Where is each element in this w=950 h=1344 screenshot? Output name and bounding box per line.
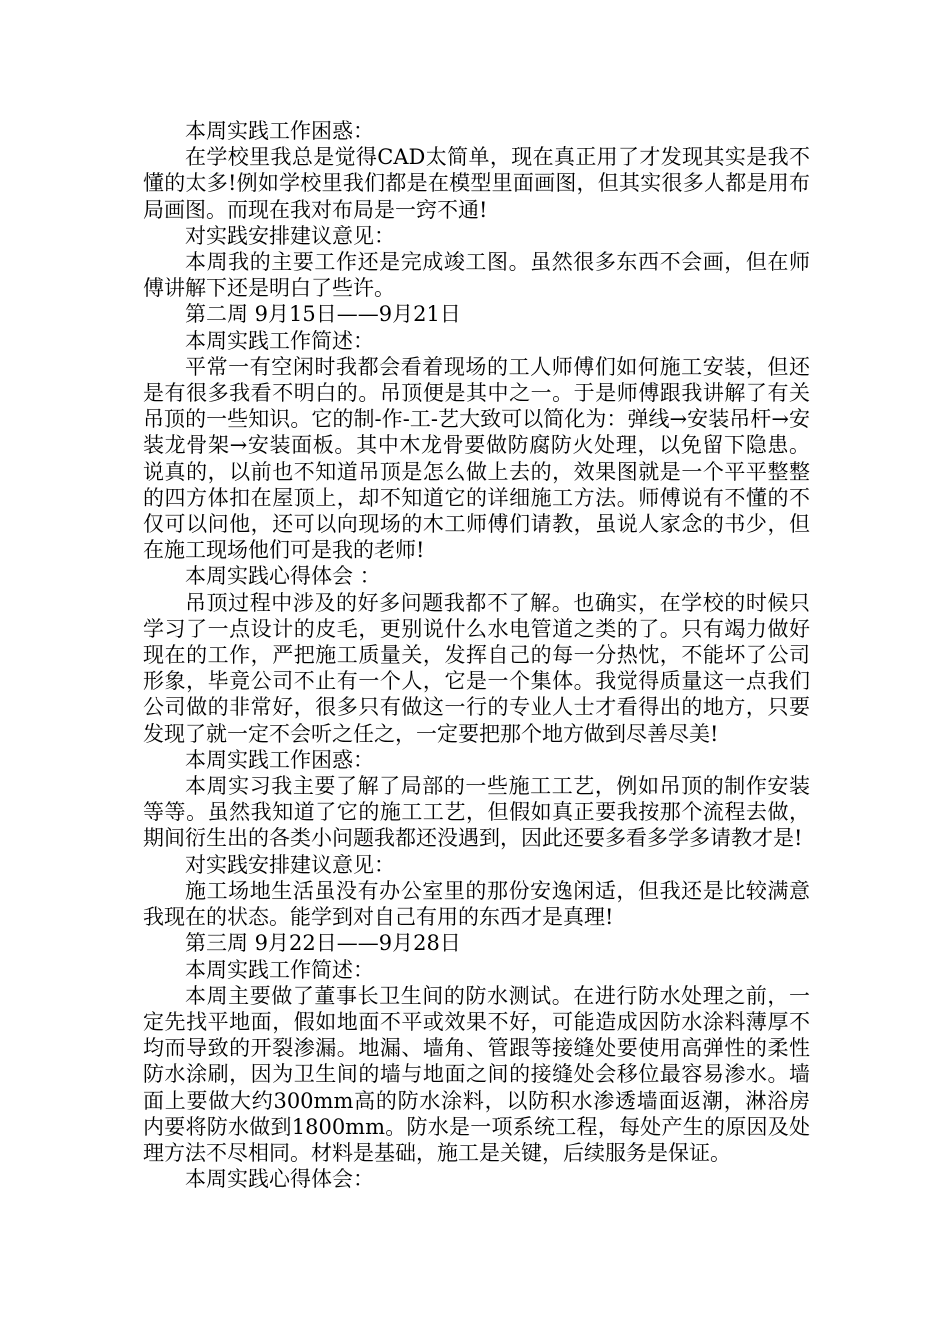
section-heading-difficulties-1: 本周实践工作困惑： [185, 119, 374, 143]
document-page [143, 118, 810, 1192]
section-heading-reflections-3: 本周实践心得体会： [185, 1167, 374, 1192]
paragraph-site-life: 施工场地生活虽没有办公室里的那份安逸闲适，但我还是比较满意我现在的状态。能学到对自己有用的东西才是真理! [143, 878, 810, 930]
section-heading-summary-3: 本周实践工作简述： [185, 957, 374, 982]
paragraph-ceiling-installation: 平常一有空闲时我都会看着现场的工人师傅们如何施工安装，但还是有很多我看不明白的。吊顶便是其中之一。于是师傅跟我讲解了有关吊顶的一些知识。它的制-作-工-艺大致可以简化为：弹线→安装吊杆→安装龙骨架→安装面板。其中木龙骨要做防腐防火处理，以免留下隐患。说真的，以前也不知道吊顶是怎么做上去的，效果图就是一个平平整整的四方体扣在屋顶上，却不知道它的详细施工方法。师傅说有不懂的不仅可以问他，还可以向现场的木工师傅们请教，虽说人家念的书少，但在施工现场他们可是我的老师! [143, 354, 810, 563]
section-heading-difficulties-2: 本周实践工作困惑： [185, 747, 374, 772]
section-heading-suggestions-2: 对实践安排建议意见： [185, 852, 395, 877]
section-heading-reflections-2: 本周实践心得体会 ： [185, 564, 381, 589]
week-heading-3: 第三周 9月22日——9月28日 [185, 931, 461, 956]
paragraph-quality-reflection: 吊顶过程中涉及的好多问题我都不了解。也确实，在学校的时候只学习了一点设计的皮毛，更别说什么水电管道之类的了。只有竭力做好现在的工作，严把施工质量关，发挥自己的每一分热忱，不能坏了公司形象，毕竟公司不止有一个人，它是一个集体。我觉得质量这一点我们公司做的非常好，很多只有做这一行的专业人士才看得出的地方，只要发现了就一定不会听之任之，一定要把那个地方做到尽善尽美! [143, 590, 810, 746]
paragraph-completion-drawings: 本周我的主要工作还是完成竣工图。虽然很多东西不会画，但在师傅讲解下还是明白了些许。 [143, 250, 810, 301]
section-heading-summary-2: 本周实践工作简述： [185, 328, 374, 353]
paragraph-cad-layout: 在学校里我总是觉得CAD太简单，现在真正用了才发现其实是我不懂的太多!例如学校里我们都是在模型里面画图，但其实很多人都是用布局画图。而现在我对布局是一窍不通! [143, 145, 810, 222]
week-heading-2: 第二周 9月15日——9月21日 [185, 302, 461, 327]
paragraph-waterproof-test: 本周主要做了董事长卫生间的防水测试。在进行防水处理之前，一定先找平地面，假如地面不平或效果不好，可能造成因防水涂料薄厚不均而导致的开裂渗漏。地漏、墙角、管跟等接缝处要使用高弹性的柔性防水涂刷，因为卫生间的墙与地面之间的接缝处会移位最容易渗水。墙面上要做大约300mm高的防水涂料，以防积水渗透墙面返潮，淋浴房内要将防水做到1800mm。防水是一项系统工程，每处产生的原因及处理方法不尽相同。材料是基础，施工是关键，后续服务是保证。 [143, 983, 810, 1165]
section-heading-suggestions-1: 对实践安排建议意见： [185, 223, 395, 248]
paragraph-construction-process: 本周实习我主要了解了局部的一些施工工艺，例如吊顶的制作安装等等。虽然我知道了它的施工工艺，但假如真正要我按那个流程去做，期间衍生出的各类小问题我都还没遇到，因此还要多看多学多请教才是! [143, 774, 810, 851]
